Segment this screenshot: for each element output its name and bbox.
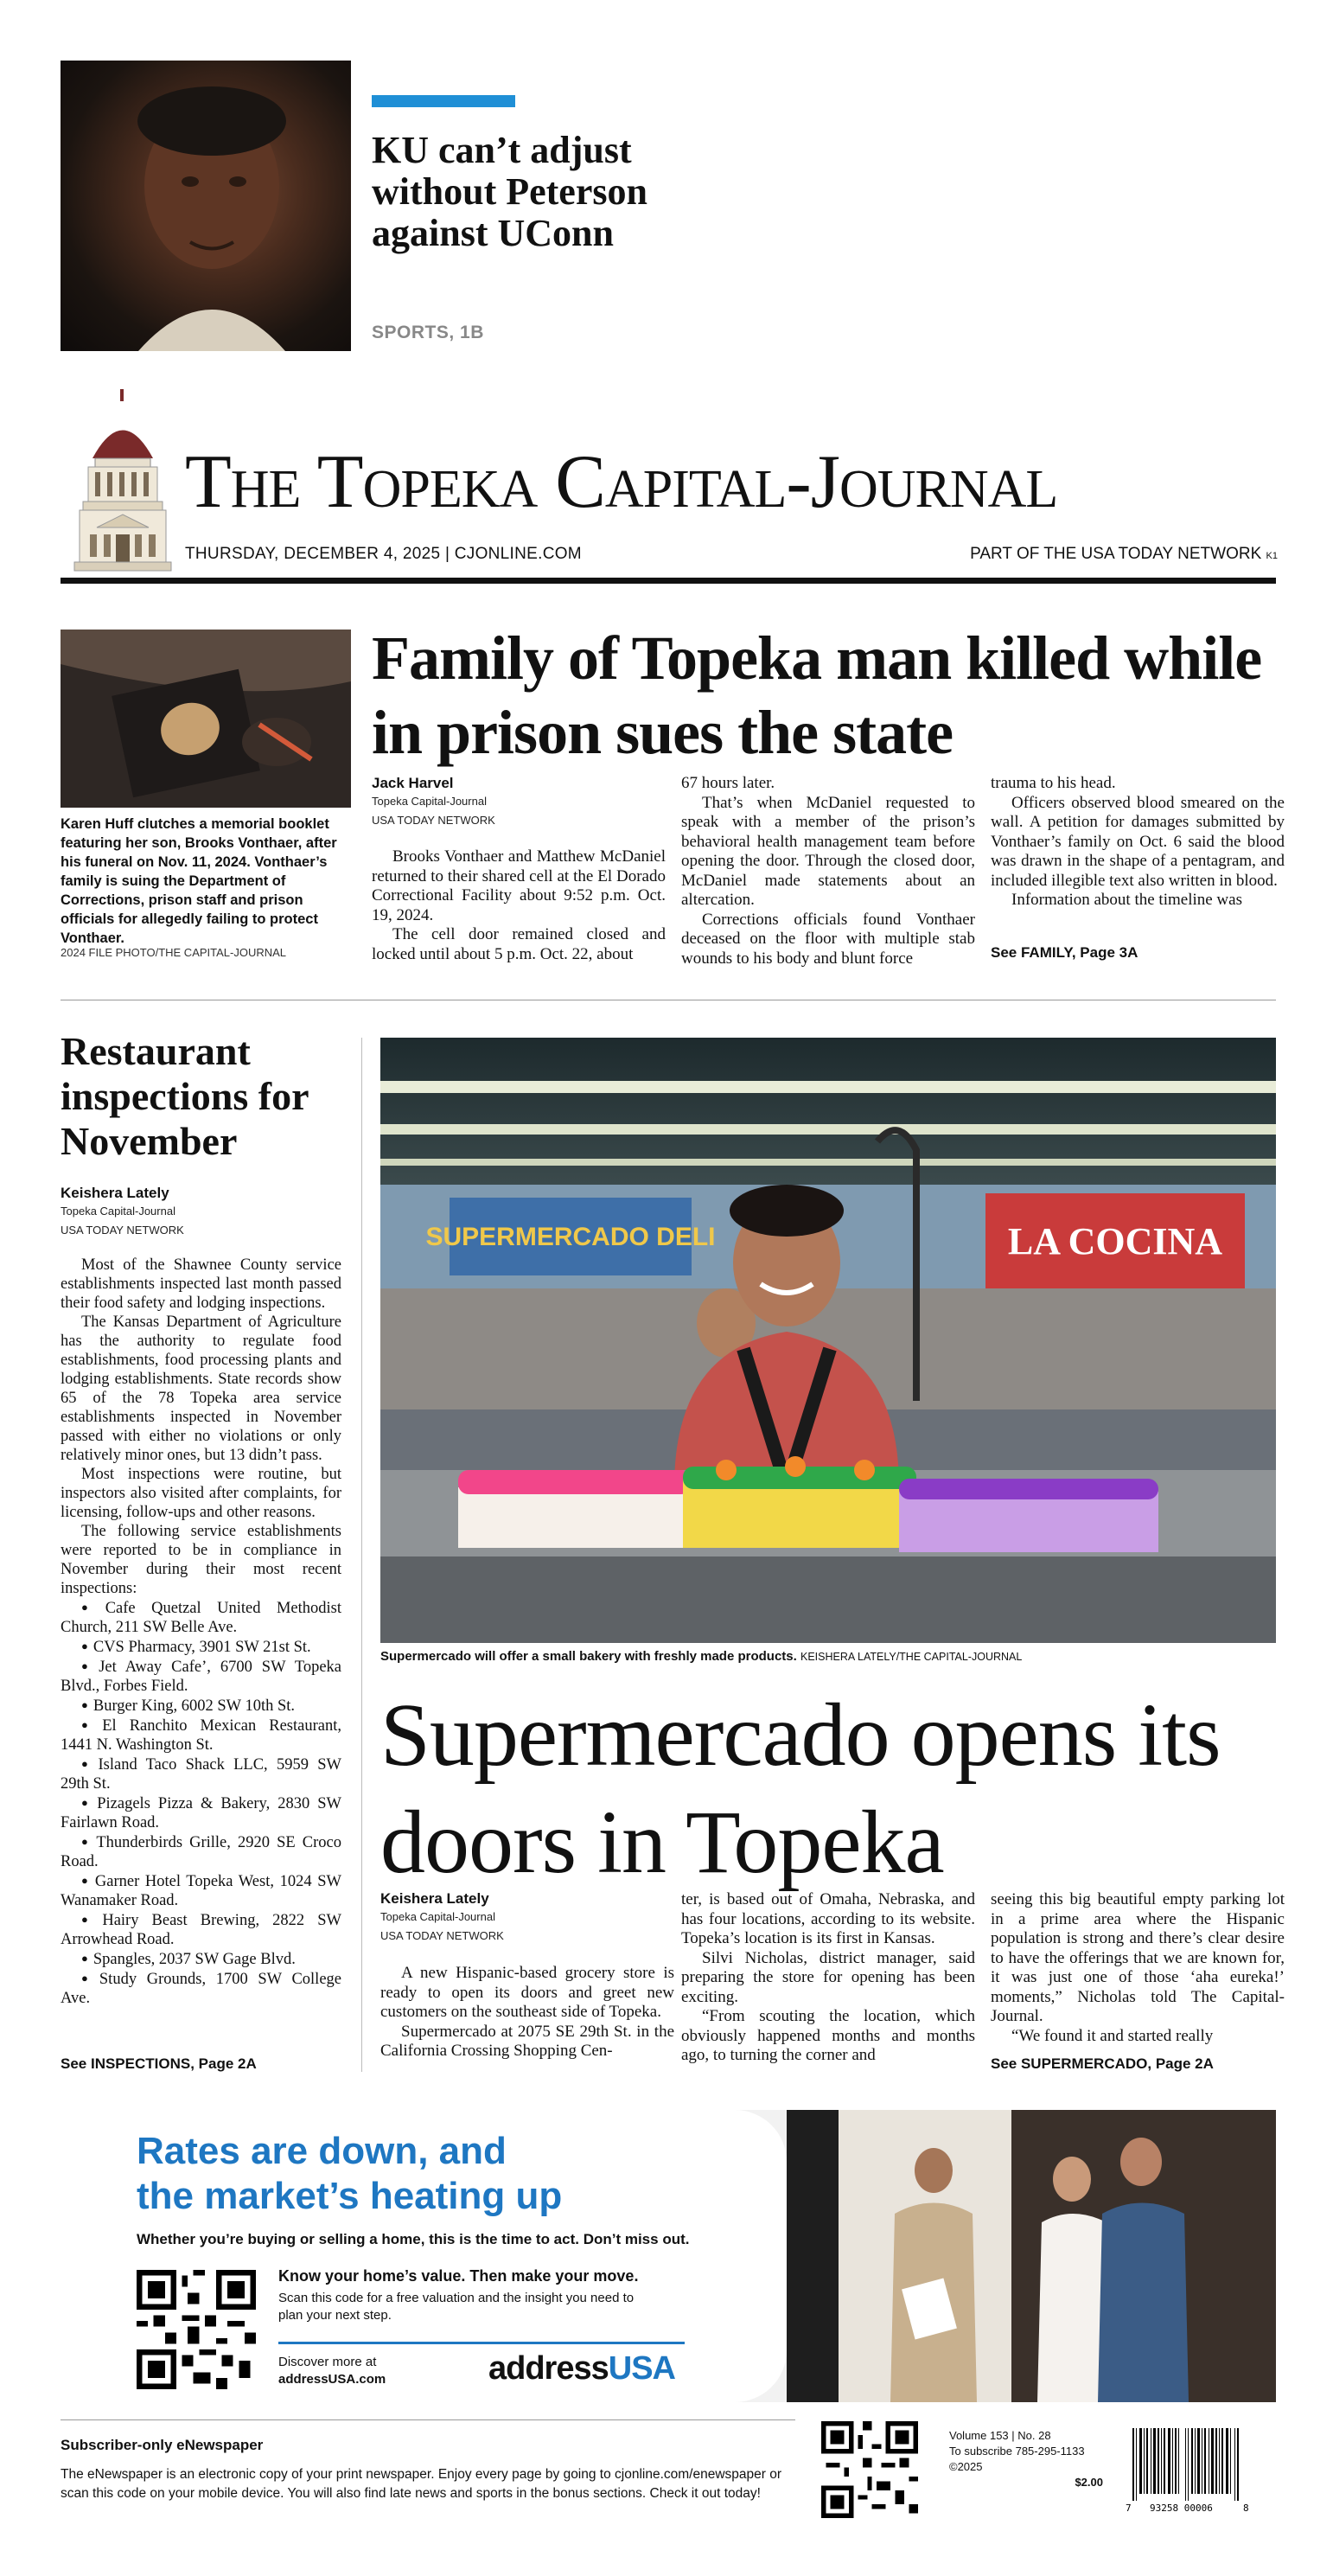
lead-body-column-3 [991,774,1285,911]
list-item: ● Pizagels Pizza & Bakery, 2830 SW Fairlawn Road. [61,1793,341,1832]
teaser-accent-bar [372,95,515,107]
brand-part-1: address [488,2350,609,2387]
masthead-date-line: THURSDAY, DECEMBER 4, 2025 | CJONLINE.COM [185,545,582,563]
ad-discover-line-1: Discover more at [278,2355,377,2369]
list-item: ● Jet Away Cafe’, 6700 SW Topeka Blvd., Forbes Field. [61,1657,341,1696]
ad-brand-logo[interactable] [488,2350,675,2387]
supermercado-body-column-3 [991,1890,1285,2046]
restaurant-headline[interactable]: Restaurant inspections for November [61,1029,309,1163]
list-item: ● Hairy Beast Brewing, 2822 SW Arrowhead Road. [61,1910,341,1949]
paragraph: Most of the Shawnee County service establishments inspected last month passed their food safety and lodging inspections. [61,1256,341,1312]
list-item: ● Spangles, 2037 SW Gage Blvd. [61,1949,341,1969]
paragraph: 67 hours later. [681,774,775,792]
supermercado-body-column-1 [380,1964,674,2061]
paragraph: Most inspections were routine, but inspectors also visited after complaints, for licensing, follow-ups and other reasons. [61,1466,341,1521]
byline-outlet: Topeka Capital-Journal [61,1205,175,1218]
paragraph: Information about the timeline was [1011,891,1242,909]
list-item: ● Garner Hotel Topeka West, 1024 SW Wanamaker Road. [61,1871,341,1910]
enewspaper-qr-code-icon[interactable] [821,2421,918,2518]
store-sign-deli: SUPERMERCADO DELI [425,1223,716,1251]
list-item: ● Island Taco Shack LLC, 5959 SW 29th St. [61,1755,341,1793]
lead-body-column-2 [681,774,975,968]
paragraph: Brooks Vonthaer and Matthew McDaniel returned to their shared cell at the El Dorado Correctional Facility about 9:52 p.m. Oct. 19, 2024. [372,847,666,924]
masthead-network-line [970,545,1278,564]
paragraph: trauma to his head. [991,774,1116,792]
byline-outlet: Topeka Capital-Journal [372,795,487,808]
network-label: PART OF THE USA TODAY NETWORK [970,545,1262,563]
supermercado-headline[interactable]: Supermercado opens its doors in Topeka [380,1685,1221,1892]
teaser-headline[interactable]: KU can’t adjust without Peterson against UConn [372,129,647,254]
paragraph: Officers observed blood smeared on the wall. A petition for damages submitted by Vonthaer’s family on Oct. 6 said the blood was drawn in the shape of a pentagram, and included illegible text also written in blood. [991,793,1285,890]
byline-network: USA TODAY NETWORK [61,1224,184,1237]
supermercado-jump-link[interactable]: See SUPERMERCADO, Page 2A [991,2055,1214,2072]
list-item: ● Study Grounds, 1700 SW College Ave. [61,1969,341,2008]
newspaper-nameplate[interactable]: The Topeka Capital-Journal [185,440,1058,524]
barcode-digit-left: 7 [1126,2502,1132,2514]
byline-author: Keishera Lately [380,1890,489,1907]
restaurant-jump-link[interactable]: See INSPECTIONS, Page 2A [61,2055,257,2072]
lead-headline[interactable]: Family of Topeka man killed while in prison sues the state [372,623,1262,767]
paragraph: That’s when McDaniel requested to speak with a member of the prison’s behavioral health management team before opening the door. Through the closed door, McDaniel made statements about an altercation. [681,793,975,909]
lead-photo-memorial-booklet[interactable] [61,630,351,808]
ad-call-to-action: Know your home’s value. Then make your move. [278,2267,639,2285]
real-estate-advertisement[interactable] [61,2110,1276,2402]
paragraph: Corrections officials found Vonthaer deceased on the floor with multiple stab wounds to his body and blunt force [681,910,975,968]
masthead-divider [61,578,1276,584]
ad-divider [278,2342,685,2344]
brand-part-2: USA [608,2350,675,2387]
ad-photo-couple-agent [787,2110,1276,2402]
ad-headline [137,2129,562,2219]
barcode-digits: 93258 00006 [1150,2502,1213,2514]
bakery-counter-image [380,1038,1276,1643]
paragraph: seeing this big beautiful empty parking lot in a prime area where the Hispanic population is strong and there’s clear desire to have the offerings that we are known for, it was just one of those ‘aha eureka!’ moments,” Nicholas told The Capital-Journal. [991,1890,1285,2025]
copyright: ©2025 [949,2460,983,2473]
teaser-photo-basketball-player[interactable] [61,61,351,351]
ad-subheadline: Whether you’re buying or selling a home, this is the time to act. Don’t miss out. [137,2231,690,2247]
barcode-icon [1124,2428,1253,2515]
list-item: ● Thunderbirds Grille, 2920 SE Croco Road. [61,1832,341,1871]
supermercado-byline [380,1890,674,1946]
supermercado-bakery-photo[interactable] [380,1038,1276,1643]
paragraph: “From scouting the location, which obviously happened months and months ago, to turning the corner and [681,2007,975,2064]
lead-jump-link[interactable]: See FAMILY, Page 3A [991,944,1138,961]
restaurant-body [61,1256,341,2008]
byline-network: USA TODAY NETWORK [372,814,495,827]
barcode-digit-right: 8 [1243,2502,1249,2514]
ad-qr-code-icon[interactable] [137,2270,256,2389]
teaser-section-label[interactable]: SPORTS, 1B [372,323,484,342]
lead-byline [372,775,666,830]
paragraph: The following service establishments were reported to be in compliance in November during their most recent inspections: [61,1523,341,1597]
enewspaper-title: Subscriber-only eNewspaper [61,2437,264,2453]
caption-credit: KEISHERA LATELY/THE CAPITAL-JOURNAL [800,1651,1023,1663]
list-item: ● El Ranchito Mexican Restaurant, 1441 N. Washington St. [61,1716,341,1755]
lead-photo-credit: 2024 FILE PHOTO/THE CAPITAL-JOURNAL [61,946,287,959]
price: $2.00 [1075,2476,1103,2489]
subscribe-phone: To subscribe 785-295-1133 [949,2445,1085,2458]
list-item: ● Cafe Quetzal United Methodist Church, 211 SW Belle Ave. [61,1598,341,1637]
lead-body-column-1 [372,847,666,964]
ad-discover-text [278,2354,386,2388]
lead-photo-caption: Karen Huff clutches a memorial booklet featuring her son, Brooks Vonthaer, after his funeral on Nov. 11, 2024. Vonthaer’s family is suing the Department of Corrections, prison staff and prison officials for allegedly failing to protect Vonthaer. [61,816,337,946]
paragraph: Supermercado at 2075 SE 29th St. in the California Crossing Shopping Cen- [380,2022,674,2060]
paragraph: A new Hispanic-based grocery store is ready to open its doors and greet new customers on the southeast side of Topeka. [380,1964,674,2021]
ad-headline-line-2: the market’s heating up [137,2175,563,2217]
byline-outlet: Topeka Capital-Journal [380,1910,495,1923]
supermercado-body-column-2 [681,1890,975,2066]
capitol-dome-logo-icon [71,389,175,579]
volume-number: Volume 153 | No. 28 [949,2429,1051,2442]
list-item: ● Burger King, 6002 SW 10th St. [61,1696,341,1716]
ad-website-link[interactable]: addressUSA.com [278,2372,386,2387]
supermercado-photo-caption [380,1649,1022,1664]
paragraph: Silvi Nicholas, district manager, said preparing the store for opening has been exciting. [681,1948,975,2006]
byline-author: Jack Harvel [372,775,454,791]
ad-headline-line-1: Rates are down, and [137,2130,507,2172]
paragraph: “We found it and started really [1011,2026,1214,2045]
paragraph: ter, is based out of Omaha, Nebraska, and has four locations, according to its website. Topeka’s location is its first in Kansas. [681,1890,975,1947]
edition-info [949,2428,1103,2489]
edition-code: K1 [1266,551,1278,561]
store-sign-la-cocina: LA COCINA [1007,1220,1223,1262]
paragraph: The cell door remained closed and locked until about 5 p.m. Oct. 22, about [372,925,666,963]
ad-people-image [787,2110,1276,2402]
ad-scan-text: Scan this code for a free valuation and the insight you need to plan your next step. [278,2291,635,2323]
enewspaper-description: The eNewspaper is an electronic copy of your print newspaper. Enjoy every page by going to cjonline.com/enewspaper or scan this code on your mobile device. You will also find late news and sports in the bonus sections. Check it out today! [61,2467,782,2501]
player-portrait-image [61,61,351,351]
byline-network: USA TODAY NETWORK [380,1929,504,1942]
caption-text: Supermercado will offer a small bakery with freshly made products. [380,1649,797,1664]
byline-author: Keishera Lately [61,1185,169,1201]
paragraph: The Kansas Department of Agriculture has the authority to regulate food establishments, food processing plants and lodging establishments. State records show 65 of the 78 Topeka area service establishments inspected in November passed with either no violations or only relatively minor ones, but 13 didn’t pass. [61,1314,341,1464]
memorial-booklet-image [61,630,351,808]
footer-divider [61,2419,795,2420]
restaurant-byline [61,1185,354,1240]
list-item: ● CVS Pharmacy, 3901 SW 21st St. [61,1637,341,1657]
column-divider [361,1038,362,2072]
